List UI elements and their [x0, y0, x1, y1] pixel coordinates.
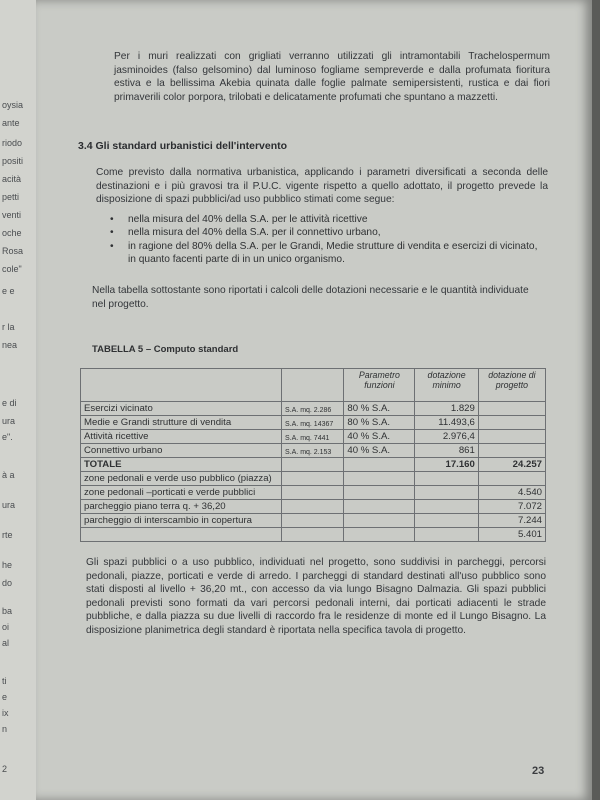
margin-fragment: riodo	[2, 138, 23, 148]
margin-fragment: al	[2, 638, 10, 648]
header-cell: Parametro funzioni	[344, 369, 415, 402]
margin-fragment: positi	[2, 156, 24, 166]
margin-fragment: rte	[2, 530, 13, 540]
row-param	[344, 500, 415, 514]
margin-fragment: he	[2, 560, 13, 570]
row-min	[415, 528, 478, 542]
header-cell	[282, 369, 344, 402]
margin-fragment: venti	[2, 210, 22, 220]
row-label: Medie e Grandi strutture di vendita	[81, 416, 282, 430]
margin-fragment: n	[2, 724, 8, 734]
row-sa: S.A. mq. 14367	[282, 416, 344, 430]
row-proj	[478, 472, 545, 486]
row-min: 1.829	[415, 402, 478, 416]
table-row	[81, 486, 546, 500]
table-row	[81, 416, 546, 430]
header-cell: dotazione di progetto	[478, 369, 545, 402]
row-min: 17.160	[415, 458, 478, 472]
margin-fragment: petti	[2, 192, 20, 202]
row-param: 40 % S.A.	[344, 430, 415, 444]
row-proj	[478, 402, 545, 416]
margin-fragment: oi	[2, 622, 10, 632]
page-number: 23	[532, 765, 545, 777]
row-min	[415, 514, 478, 528]
table-total-row	[81, 458, 546, 472]
table-row	[81, 430, 546, 444]
bullet-item: • nella misura del 40% della S.A. per il connettivo urbano,	[110, 226, 540, 239]
row-proj: 7.244	[478, 514, 545, 528]
margin-fragment: 2	[2, 764, 8, 774]
bullet-list	[110, 213, 540, 267]
bullet-item: • nella misura del 40% della S.A. per le attività ricettive	[110, 213, 540, 226]
row-proj	[478, 430, 545, 444]
row-sa	[282, 514, 344, 528]
row-param	[344, 514, 415, 528]
row-label: zone pedonali –porticati e verde pubblici	[81, 486, 282, 500]
table-title: TABELLA 5 – Computo standard	[92, 344, 239, 355]
margin-fragment: e".	[2, 432, 13, 442]
margin-fragment: à a	[2, 470, 15, 480]
table-row	[81, 500, 546, 514]
margin-fragment: Rosa	[2, 246, 24, 256]
row-sa	[282, 458, 344, 472]
row-proj: 24.257	[478, 458, 545, 472]
table-header-row	[81, 369, 546, 402]
row-param	[344, 472, 415, 486]
row-param	[344, 458, 415, 472]
row-sa	[282, 486, 344, 500]
header-cell	[81, 369, 282, 402]
row-min	[415, 472, 478, 486]
table-row	[81, 402, 546, 416]
row-min: 11.493,6	[415, 416, 478, 430]
row-param	[344, 486, 415, 500]
row-label: zone pedonali e verde uso pubblico (piazza)	[81, 472, 282, 486]
margin-fragment: oche	[2, 228, 22, 238]
row-label: TOTALE	[81, 458, 282, 472]
margin-fragment: ix	[2, 708, 9, 718]
bullet-item: • in ragione del 80% della S.A. per le Grandi, Medie strutture di vendita e esercizi di vicinato, in quanto facenti parte di in un unico organismo.	[110, 240, 540, 267]
row-param: 80 % S.A.	[344, 416, 415, 430]
section-paragraph: Come previsto dalla normativa urbanistica, applicando i parametri diversificati a seconda delle destinazioni e i più gravosi tra il P.U.C. vigente rispetto a quello adottato, il progetto prevede la disposizione di spazi pubblici/ad uso pubblico stimati come segue:	[96, 167, 548, 206]
margin-fragment: ti	[2, 676, 7, 686]
row-sa	[282, 472, 344, 486]
margin-fragment: e	[2, 692, 8, 702]
row-label: Connettivo urbano	[81, 444, 282, 458]
margin-fragment: nea	[2, 340, 18, 350]
intro-paragraph: Per i muri realizzati con grigliati verranno utilizzati gli intramontabili Trachelospermum jasminoides (falso gelsomino) dal luminoso fogliame sempreverde e dalla profumata fioritura estiva e la bellissima Akebia quinata dalle foglie palmate semipersistenti, rustica e dai fiori primaverili color porpora, trilobati e delicatamente profumati che spuntano a mazzetti.	[114, 51, 550, 103]
adjacent-page-margin	[0, 0, 36, 800]
margin-fragment: ura	[2, 500, 16, 510]
row-label: parcheggio di interscambio in copertura	[81, 514, 282, 528]
row-param	[344, 528, 415, 542]
row-proj	[478, 444, 545, 458]
row-proj	[478, 416, 545, 430]
table-row	[81, 528, 546, 542]
margin-fragment: ante	[2, 118, 20, 128]
header-cell: dotazione minimo	[415, 369, 478, 402]
table-intro: Nella tabella sottostante sono riportati i calcoli delle dotazioni necessarie e le quantità individuate nel progetto.	[92, 285, 529, 310]
margin-fragment: r la	[2, 322, 15, 332]
margin-fragment: ura	[2, 416, 16, 426]
row-param: 40 % S.A.	[344, 444, 415, 458]
margin-fragment: acità	[2, 174, 22, 184]
row-sa: S.A. mq. 2.153	[282, 444, 344, 458]
row-sa	[282, 500, 344, 514]
row-proj: 7.072	[478, 500, 545, 514]
margin-fragment: ba	[2, 606, 13, 616]
margin-fragment: do	[2, 578, 13, 588]
section-heading: 3.4 Gli standard urbanistici dell'intervento	[78, 140, 288, 152]
row-min	[415, 486, 478, 500]
row-min: 861	[415, 444, 478, 458]
row-param: 80 % S.A.	[344, 402, 415, 416]
row-label: Esercizi vicinato	[81, 402, 282, 416]
row-label: parcheggio piano terra q. + 36,20	[81, 500, 282, 514]
row-sa	[282, 528, 344, 542]
row-sa: S.A. mq. 2.286	[282, 402, 344, 416]
row-min	[415, 500, 478, 514]
row-proj: 4.540	[478, 486, 545, 500]
row-proj: 5.401	[478, 528, 545, 542]
margin-fragment: cole"	[2, 264, 22, 274]
table-row	[81, 472, 546, 486]
standards-table	[80, 368, 546, 542]
row-label: Attività ricettive	[81, 430, 282, 444]
margin-fragment: e di	[2, 398, 17, 408]
closing-paragraph: Gli spazi pubblici o a uso pubblico, individuati nel progetto, sono suddivisi in parcheggi, percorsi pedonali, piazze, porticati e verde di arredo. I parcheggi di standard destinati all'uso pubblico sono stati disposti al livello + 36,20 mt., con accesso da via lungo Bisagno Dalmazia. Gli spazi pubblici pedonali previsti sono formati da vari percorsi pedonali interni, dai porticati adiacenti le strade pubbliche, e dalla piazza su due livelli di raccordo fra le residenze di monte ed il Lungo Bisagno. La disposizione planimetrica degli standard è riportata nella specifica tavola di progetto.	[86, 557, 546, 636]
row-min: 2.976,4	[415, 430, 478, 444]
table-row	[81, 514, 546, 528]
row-sa: S.A. mq. 7441	[282, 430, 344, 444]
margin-fragment: oysia	[2, 100, 24, 110]
row-label	[81, 528, 282, 542]
table-row	[81, 444, 546, 458]
margin-fragment: e e	[2, 286, 15, 296]
